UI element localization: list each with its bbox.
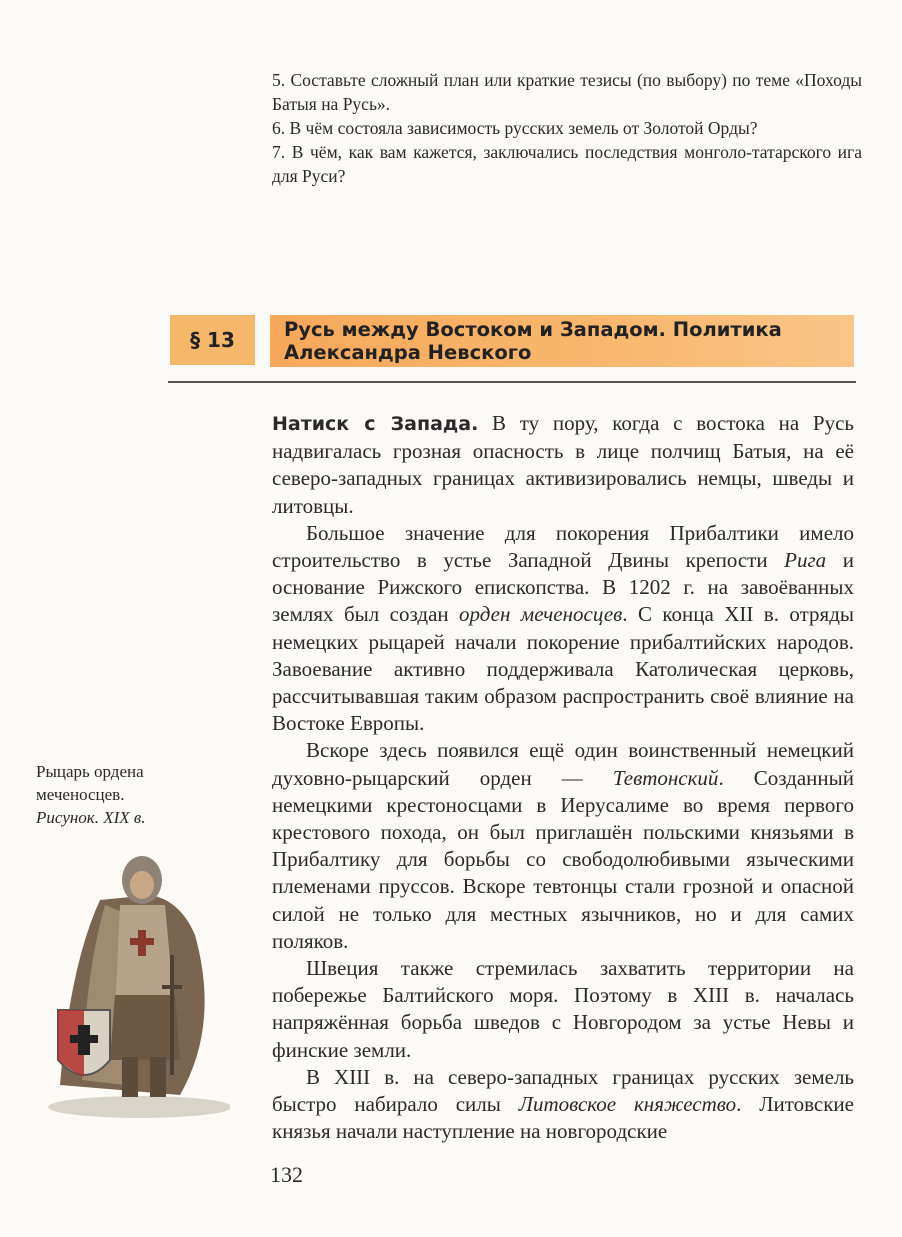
question-7: 7. В чём, как вам кажется, заключались последствия монголо-татарского ига для Руси? bbox=[272, 142, 862, 186]
question-5: 5. Составьте сложный план или краткие тезисы (по выбору) по теме «Походы Батыя на Русь». bbox=[272, 70, 862, 114]
section-divider bbox=[168, 381, 856, 383]
paragraph-5-text-b: . Литовские князья начали наступление на новгородские bbox=[272, 1092, 854, 1144]
paragraph-3-text-a: Вскоре здесь появился ещё один воинственный немецкий духовно-рыцарский орден — bbox=[272, 738, 854, 790]
paragraph-2-text-c: . С конца XII в. отряды немецких рыцарей начали покорение прибалтийских народов. Завоевание активно поддерживала Католическая церковь, рассчитывавшая таким образом распространить своё влияние на Востоке Европы. bbox=[272, 602, 854, 736]
page-number: 132 bbox=[270, 1162, 303, 1187]
paragraph-2-text-a: Большое значение для покорения Прибалтики имело строительство в устье Западной Двины крепости bbox=[272, 520, 854, 573]
section-title-line2: Александра Невского bbox=[284, 341, 532, 364]
caption-line-3: Рисунок. XIX в. bbox=[36, 808, 146, 827]
review-questions bbox=[272, 68, 862, 188]
section-title bbox=[270, 315, 854, 367]
section-number: § 13 bbox=[170, 315, 255, 365]
caption-line-2: меченосцев. bbox=[36, 785, 125, 804]
section-title-line1: Русь между Востоком и Западом. Политика bbox=[284, 318, 782, 341]
main-text bbox=[272, 410, 854, 1145]
term-teutonic: Тевтонский bbox=[612, 765, 719, 790]
paragraph-4: Швеция также стремилась захватить территории на побережье Балтийского моря. Поэтому в XIII в. началась напряжённая борьба шведов с Новгородом за устье Невы и финские земли. bbox=[272, 956, 854, 1062]
paragraph-heading: Натиск с Запада. bbox=[272, 413, 479, 435]
term-riga: Рига bbox=[784, 548, 827, 573]
paragraph-3 bbox=[272, 737, 854, 955]
paragraph-2-text-b: и основание Рижского епископства. В 1202 г. на завоёванных землях был создан bbox=[272, 548, 854, 627]
knight-illustration bbox=[30, 845, 230, 1120]
paragraph-2 bbox=[272, 520, 854, 738]
term-lithuania: Литовское княжество bbox=[518, 1092, 737, 1117]
question-6: 6. В чём состояла зависимость русских земель от Золотой Орды? bbox=[272, 118, 758, 138]
paragraph-1 bbox=[272, 410, 854, 520]
paragraph-3-text-b: . Созданный немецкими крестоносцами в Иерусалиме во время первого крестового похода, он был приглашён польскими князьями в Прибалтику для борьбы со свободолюбивыми языческими племенами пруссов. Вскоре тевтонцы стали грозной и опасной силой не только для местных язычников, но и для самих поляков. bbox=[272, 765, 854, 953]
caption-line-1: Рыцарь ордена bbox=[36, 762, 144, 781]
paragraph-5 bbox=[272, 1064, 854, 1146]
figure-caption bbox=[36, 760, 206, 829]
paragraph-1-text: В ту пору, когда с востока на Русь надвигалась грозная опасность в лице полчищ Батыя, на её северо-западных границах активизировались немцы, шведы и литовцы. bbox=[272, 411, 855, 518]
term-order-swordbrothers: орден меченосцев bbox=[459, 602, 623, 627]
paragraph-5-text-a: В XIII в. на северо-западных границах русских земель быстро набирало силы bbox=[272, 1064, 854, 1117]
